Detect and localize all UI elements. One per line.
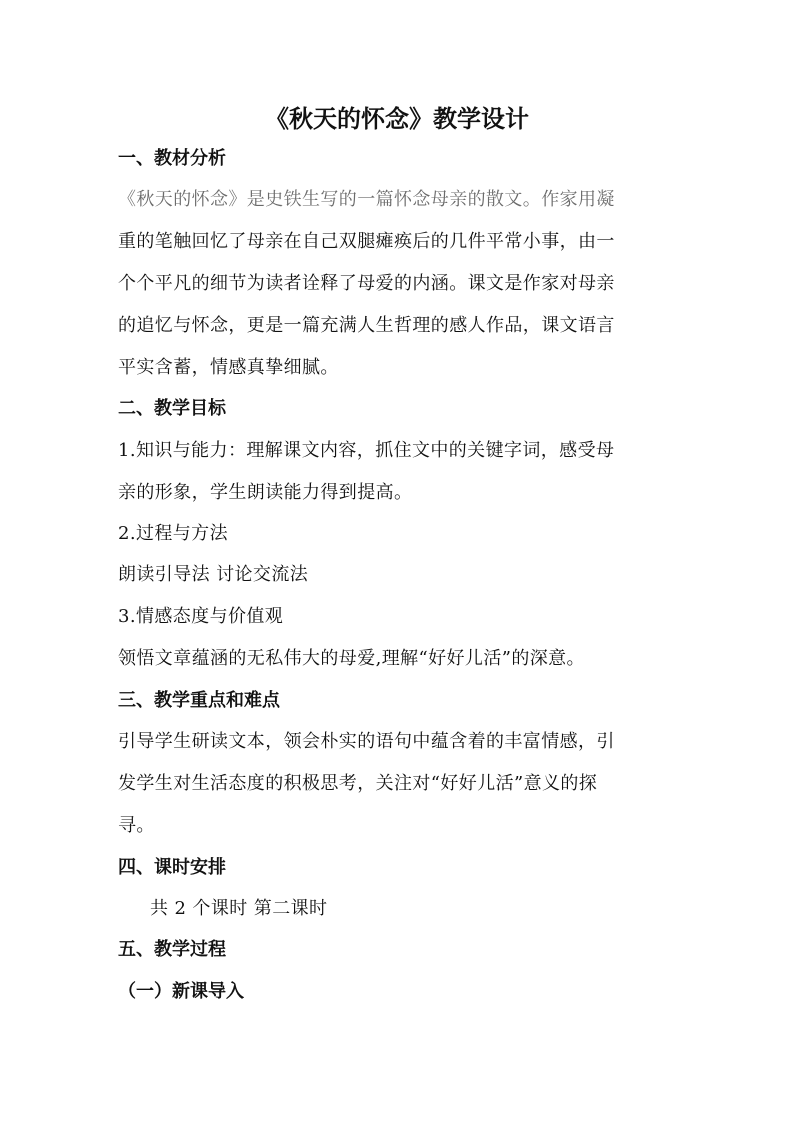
paragraph-line: 2.过程与方法 xyxy=(118,523,228,544)
section-heading-teaching-goals: 二、教学目标 xyxy=(118,398,226,419)
paragraph-line: 引导学生研读文本，领会朴实的语句中蕴含着的丰富情感，引 xyxy=(118,731,615,752)
paragraph-line: 3.情感态度与价值观 xyxy=(118,606,284,627)
section-heading-textbook-analysis: 一、教材分析 xyxy=(118,148,226,169)
section-heading-schedule: 四、课时安排 xyxy=(118,857,226,878)
paragraph-line: 《秋天的怀念》是史铁生写的一篇怀念母亲的散文。作家用凝 xyxy=(118,189,615,210)
paragraph-line: 寻。 xyxy=(118,815,155,836)
paragraph-line: 发学生对生活态度的积极思考，关注对“好好儿活”意义的探 xyxy=(118,773,598,794)
paragraph-line: 个个平凡的细节为读者诠释了母爱的内涵。课文是作家对母亲 xyxy=(118,273,615,294)
subsection-heading-introduction: （一）新课导入 xyxy=(118,981,244,1002)
paragraph-line: 平实含蓄，情感真挚细腻。 xyxy=(118,357,339,378)
paragraph-line: 共 2 个课时 第二课时 xyxy=(150,898,328,919)
paragraph-line: 1.知识与能力：理解课文内容，抓住文中的关键字词，感受母 xyxy=(118,440,615,461)
paragraph-line: 领悟文章蕴涵的无私伟大的母爱,理解“好好儿活”的深意。 xyxy=(118,648,585,669)
paragraph-line: 的追忆与怀念，更是一篇充满人生哲理的感人作品，课文语言 xyxy=(118,315,615,336)
paragraph-line: 朗读引导法 讨论交流法 xyxy=(118,564,309,585)
paragraph-line: 重的笔触回忆了母亲在自己双腿瘫痪后的几件平常小事，由一 xyxy=(118,231,615,252)
document-title: 《秋天的怀念》教学设计 xyxy=(265,105,529,133)
section-heading-key-points: 三、教学重点和难点 xyxy=(118,690,280,711)
section-heading-teaching-process: 五、教学过程 xyxy=(118,939,226,960)
paragraph-line: 亲的形象，学生朗读能力得到提高。 xyxy=(118,482,413,503)
